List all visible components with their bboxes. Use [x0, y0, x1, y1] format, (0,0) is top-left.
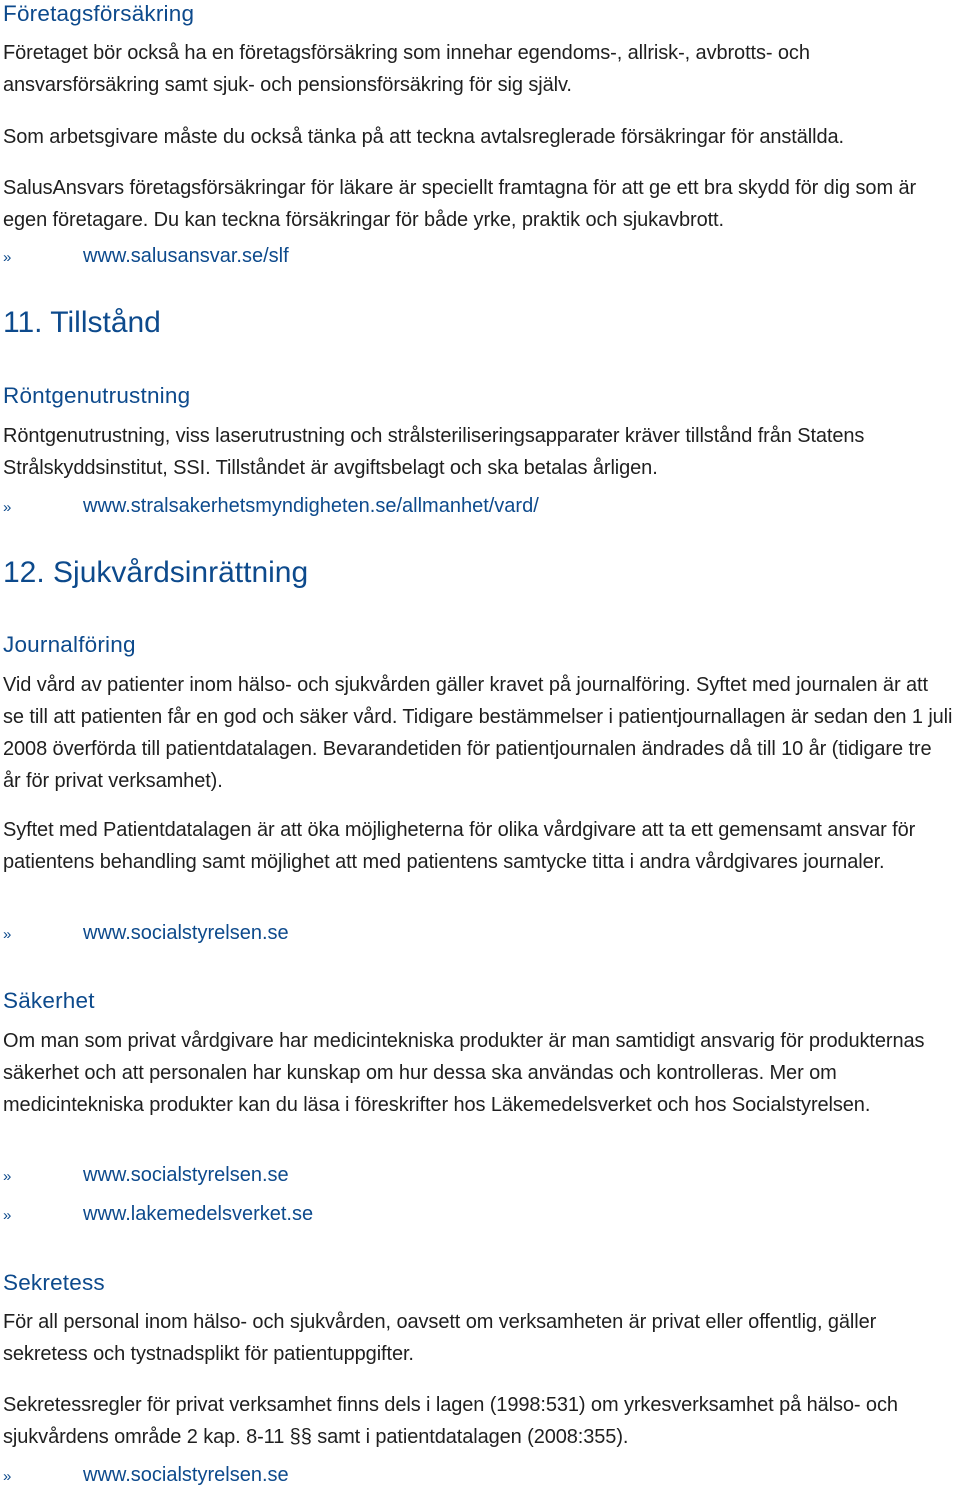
link-url[interactable]: www.socialstyrelsen.se [83, 1164, 289, 1186]
link-url[interactable]: www.stralsakerhetsmyndigheten.se/allmanhet/vard/ [83, 495, 539, 517]
link-marker-icon: » [3, 926, 12, 943]
paragraph-foretagsforsakring-2: Som arbetsgivare måste du också tänka på att teckna avtalsreglerade försäkringar för anställda. [3, 126, 844, 148]
link-socialstyrelsen-2[interactable] [3, 1159, 953, 1193]
heading-foretagsforsakring: Företagsförsäkring [3, 1, 195, 26]
paragraph-journal-1: Vid vård av patienter inom hälso- och sjukvården gäller kravet på journalföring. Syftet med journalen är att se till att patienten får en god och säker vård. Tidigare bestämmelser i patientjournallagen är sedan den 1 juli 2008 överförda till patientdatalagen. Bevarandetiden för patientjournalen ändrades då till 10 år (tidigare tre år för privat verksamhet). [3, 674, 953, 792]
heading-rontgenutrustning: Röntgenutrustning [3, 383, 191, 408]
paragraph-rontgen: Röntgenutrustning, viss laserutrustning och strålsteriliseringsapparater kräver tillstånd från Statens Strålskyddsinstitut, SSI. Tillståndet är avgiftsbelagt och ska betalas årligen. [3, 425, 865, 479]
heading-section-12: 12. Sjukvårdsinrättning [3, 556, 309, 589]
heading-sekretess: Sekretess [3, 1270, 105, 1295]
heading-journalforing: Journalföring [3, 632, 136, 657]
link-socialstyrelsen-1[interactable] [3, 917, 953, 951]
link-url[interactable]: www.lakemedelsverket.se [83, 1203, 314, 1225]
link-socialstyrelsen-3[interactable] [3, 1459, 953, 1493]
link-lakemedelsverket[interactable] [3, 1198, 953, 1232]
link-stralsakerhet[interactable] [3, 490, 953, 524]
link-url[interactable]: www.socialstyrelsen.se [83, 922, 289, 944]
link-marker-icon: » [3, 1468, 12, 1485]
link-url[interactable]: www.salusansvar.se/slf [83, 245, 289, 267]
paragraph-sekretess-1: För all personal inom hälso- och sjukvården, oavsett om verksamheten är privat eller offentlig, gäller sekretess och tystnadsplikt för patientuppgifter. [3, 1311, 877, 1365]
heading-sakerhet: Säkerhet [3, 988, 95, 1013]
link-marker-icon: » [3, 1207, 12, 1224]
link-marker-icon: » [3, 249, 12, 266]
paragraph-sekretess-2: Sekretessregler för privat verksamhet finns dels i lagen (1998:531) om yrkesverksamhet på hälso- och sjukvårdens område 2 kap. 8-11 §§ samt i patientdatalagen (2008:355). [3, 1394, 898, 1448]
paragraph-foretagsforsakring-3: SalusAnsvars företagsförsäkringar för läkare är speciellt framtagna för att ge ett bra skydd för dig som är egen företagare. Du kan teckna försäkringar för både yrke, praktik och sjukavbrott. [3, 177, 917, 231]
link-salusansvar[interactable] [3, 240, 953, 274]
link-marker-icon: » [3, 499, 12, 516]
paragraph-foretagsforsakring-1: Företaget bör också ha en företagsförsäkring som innehar egendoms-, allrisk-, avbrotts- och ansvarsförsäkring samt sjuk- och pensionsförsäkring för sig själv. [3, 42, 810, 96]
paragraph-sakerhet: Om man som privat vårdgivare har medicintekniska produkter är man samtidigt ansvarig för produkternas säkerhet och att personalen har kunskap om hur dessa ska användas och kontrolleras. Mer om medicintekniska produkter kan du läsa i föreskrifter hos Läkemedelsverket och hos Socialstyrelsen. [3, 1030, 925, 1116]
link-url[interactable]: www.socialstyrelsen.se [83, 1464, 289, 1486]
heading-section-11: 11. Tillstånd [3, 306, 161, 339]
link-marker-icon: » [3, 1168, 12, 1185]
paragraph-journal-2: Syftet med Patientdatalagen är att öka möjligheterna för olika vårdgivare att ta ett gemensamt ansvar för patientens behandling samt möjlighet att med patientens samtycke titta i andra vårdgivares journaler. [3, 819, 916, 873]
